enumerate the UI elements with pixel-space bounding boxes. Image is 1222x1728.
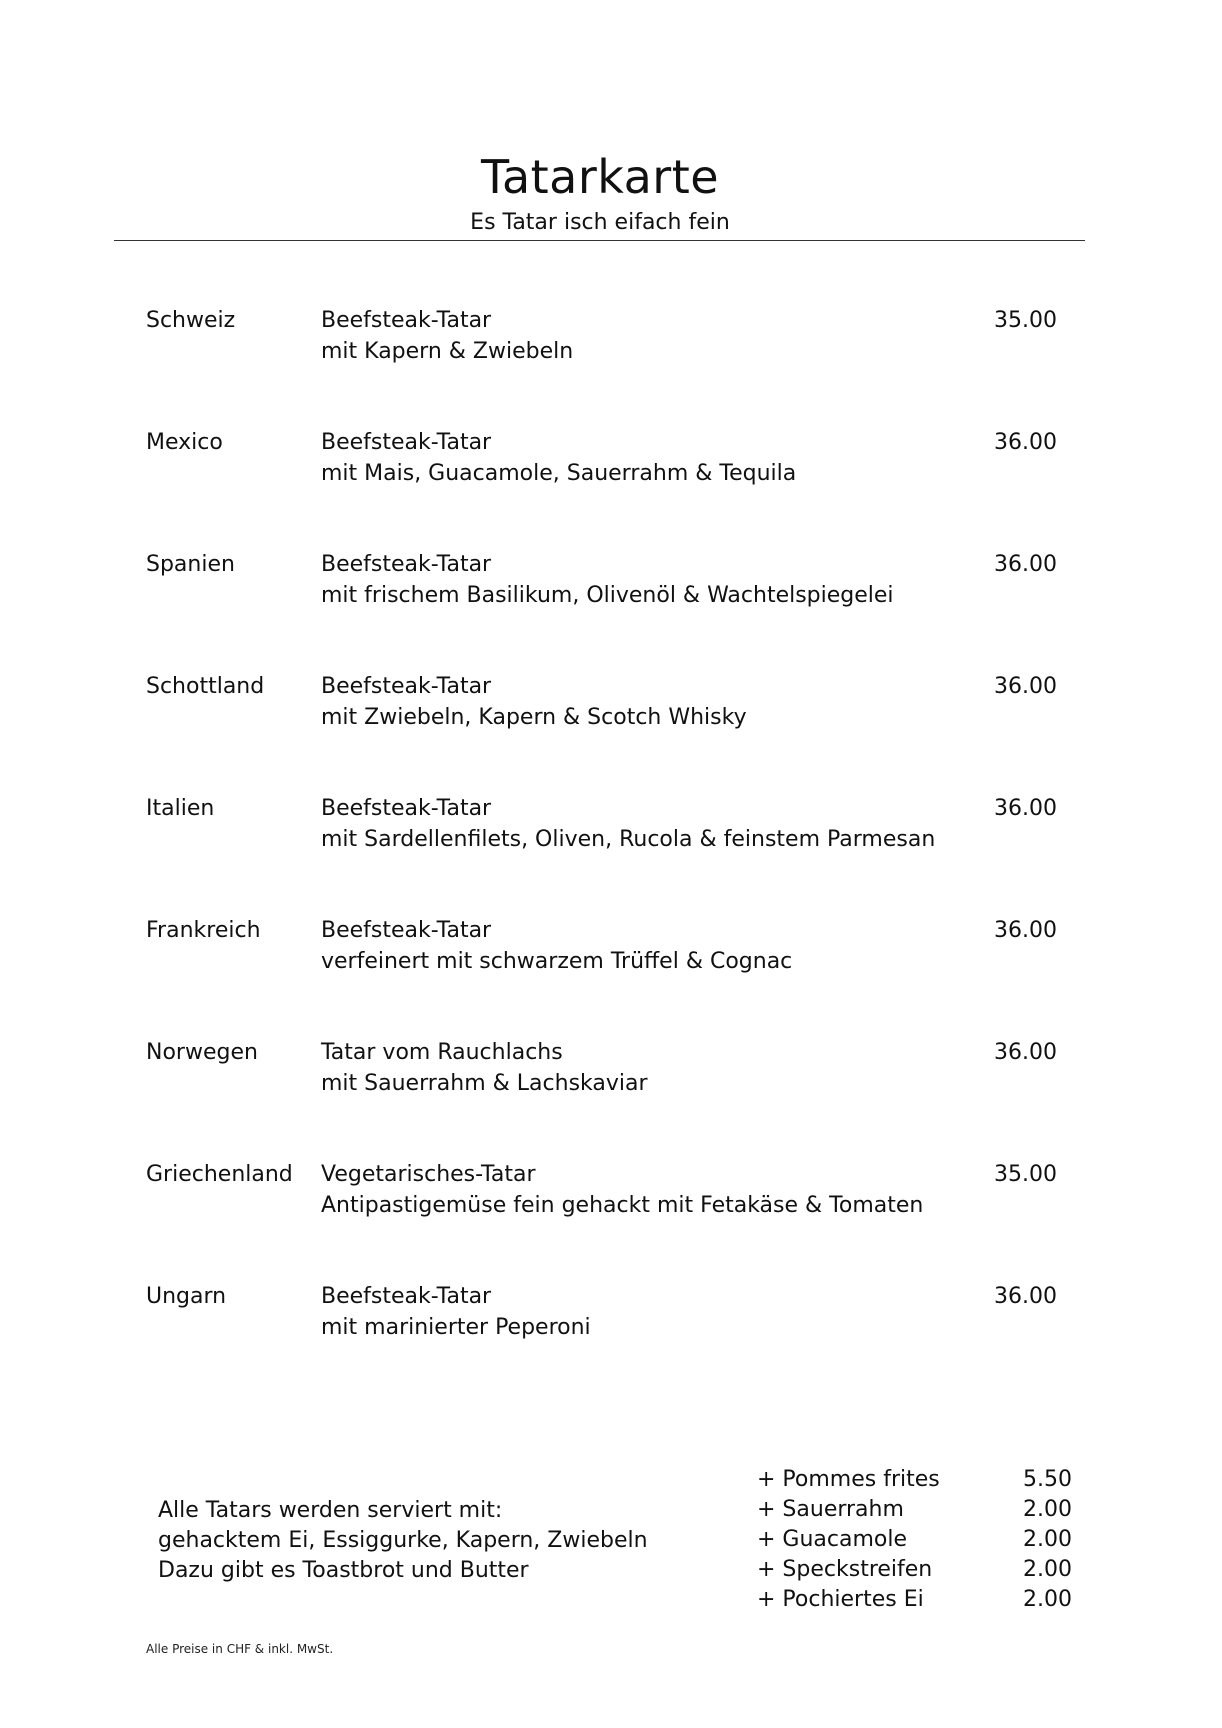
menu-item-schottland (146, 671, 1106, 793)
menu-item-dish-name: Beefsteak-Tatar (321, 918, 492, 943)
menu-item-dish (321, 305, 573, 367)
served-with-line: Dazu gibt es Toastbrot und Butter (158, 1558, 529, 1583)
menu-item-dish-name: Tatar vom Rauchlachs (321, 1040, 563, 1065)
extra-item (757, 1495, 1072, 1525)
menu-item-dish-name: Vegetarisches-Tatar (321, 1162, 536, 1187)
extra-item-price: 2.00 (1023, 1527, 1072, 1552)
menu-item-country: Schweiz (146, 308, 236, 333)
menu-item-schweiz (146, 305, 1106, 427)
menu-item-country: Ungarn (146, 1284, 227, 1309)
menu-item-country: Italien (146, 796, 215, 821)
page-subtitle: Es Tatar isch eifach fein (470, 210, 730, 235)
menu-item-spanien (146, 549, 1106, 671)
menu-item-griechenland (146, 1159, 1106, 1281)
menu-item-price: 36.00 (994, 796, 1057, 821)
menu-item-dish-name: Beefsteak-Tatar (321, 430, 492, 455)
menu-item-norwegen (146, 1037, 1106, 1159)
extra-item (757, 1525, 1072, 1555)
menu-item-dish-name: Beefsteak-Tatar (321, 1284, 492, 1309)
menu-item-dish (321, 1281, 591, 1343)
menu-list (146, 305, 1106, 1403)
extra-item-name: + Guacamole (757, 1527, 908, 1552)
extra-item-price: 2.00 (1023, 1587, 1072, 1612)
header-divider (114, 240, 1085, 241)
menu-item-price: 36.00 (994, 1284, 1057, 1309)
menu-item-price: 36.00 (994, 552, 1057, 577)
menu-item-description: mit Kapern & Zwiebeln (321, 339, 574, 364)
menu-item-description: mit frischem Basilikum, Olivenöl & Wachtelspiegelei (321, 583, 894, 608)
menu-item-dish (321, 427, 796, 489)
served-with-line: gehacktem Ei, Essiggurke, Kapern, Zwiebeln (158, 1528, 648, 1553)
menu-item-dish-name: Beefsteak-Tatar (321, 674, 492, 699)
menu-item-price: 36.00 (994, 1040, 1057, 1065)
menu-item-price: 36.00 (994, 674, 1057, 699)
extra-item (757, 1585, 1072, 1615)
menu-item-ungarn (146, 1281, 1106, 1403)
page-title: Tatarkarte (480, 150, 720, 204)
menu-item-dish (321, 1159, 923, 1221)
extra-item-price: 5.50 (1023, 1467, 1072, 1492)
extra-item (757, 1555, 1072, 1585)
menu-item-price: 36.00 (994, 918, 1057, 943)
menu-item-dish (321, 549, 894, 611)
extra-item-name: + Sauerrahm (757, 1497, 904, 1522)
menu-item-country: Griechenland (146, 1162, 293, 1187)
menu-item-mexico (146, 427, 1106, 549)
menu-item-dish (321, 793, 935, 855)
extras-list (757, 1465, 1072, 1615)
menu-item-price: 36.00 (994, 430, 1057, 455)
extra-item-price: 2.00 (1023, 1497, 1072, 1522)
menu-item-description: mit marinierter Peperoni (321, 1315, 591, 1340)
menu-item-description: mit Sardellenfilets, Oliven, Rucola & feinstem Parmesan (321, 827, 936, 852)
price-footnote: Alle Preise in CHF & inkl. MwSt. (146, 1642, 334, 1656)
menu-item-country: Norwegen (146, 1040, 258, 1065)
served-with-heading: Alle Tatars werden serviert mit: (158, 1498, 503, 1523)
menu-item-description: mit Mais, Guacamole, Sauerrahm & Tequila (321, 461, 797, 486)
menu-item-description: mit Sauerrahm & Lachskaviar (321, 1071, 648, 1096)
extra-item-price: 2.00 (1023, 1557, 1072, 1582)
menu-item-dish (321, 1037, 648, 1099)
menu-item-dish-name: Beefsteak-Tatar (321, 308, 492, 333)
menu-item-description: verfeinert mit schwarzem Trüffel & Cognac (321, 949, 793, 974)
extra-item-name: + Speckstreifen (757, 1557, 933, 1582)
menu-item-dish-name: Beefsteak-Tatar (321, 552, 492, 577)
menu-item-italien (146, 793, 1106, 915)
menu-item-description: Antipastigemüse fein gehackt mit Fetakäse & Tomaten (321, 1193, 924, 1218)
menu-item-price: 35.00 (994, 308, 1057, 333)
menu-item-description: mit Zwiebeln, Kapern & Scotch Whisky (321, 705, 747, 730)
menu-item-dish-name: Beefsteak-Tatar (321, 796, 492, 821)
menu-item-dish (321, 915, 792, 977)
menu-item-country: Spanien (146, 552, 235, 577)
served-with-note (158, 1496, 648, 1586)
extra-item-name: + Pommes frites (757, 1467, 940, 1492)
menu-item-country: Mexico (146, 430, 223, 455)
extra-item-name: + Pochiertes Ei (757, 1587, 924, 1612)
menu-item-price: 35.00 (994, 1162, 1057, 1187)
menu-item-dish (321, 671, 747, 733)
menu-item-country: Frankreich (146, 918, 261, 943)
extra-item (757, 1465, 1072, 1495)
menu-item-country: Schottland (146, 674, 265, 699)
menu-item-frankreich (146, 915, 1106, 1037)
